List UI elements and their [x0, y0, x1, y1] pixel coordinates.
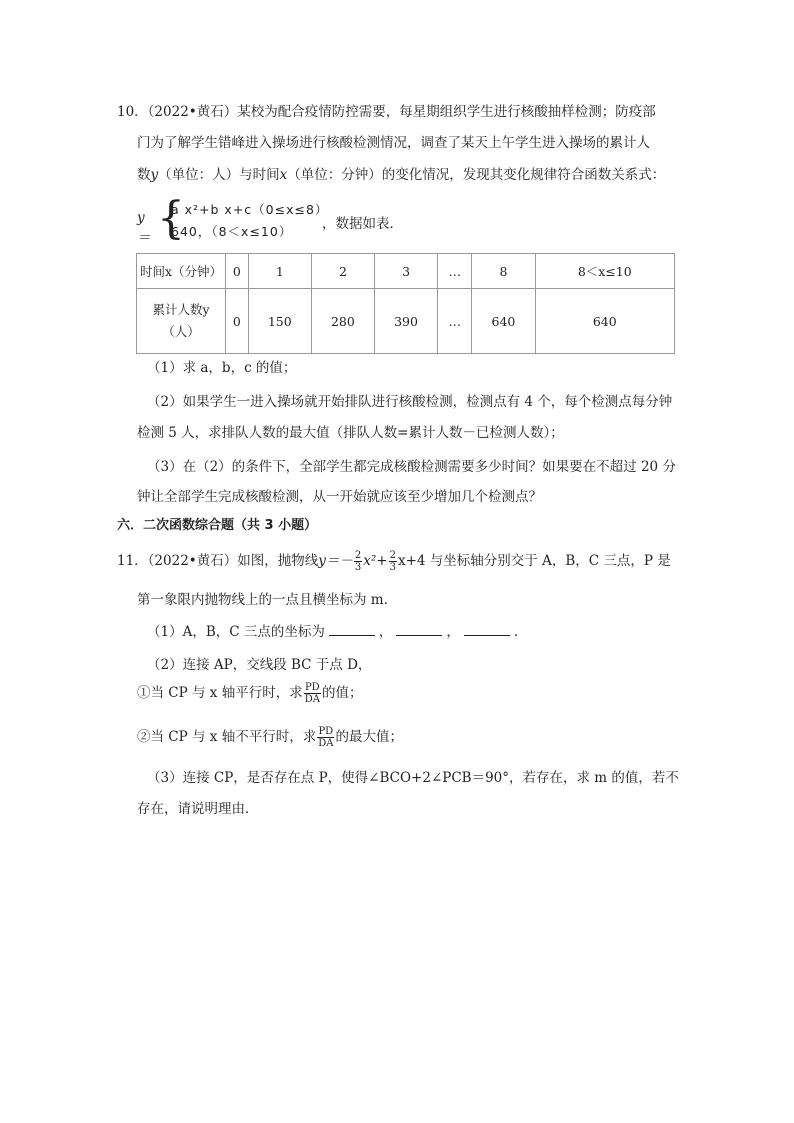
q11-text: x+4 与坐标轴分别交于 A，B，C 三点，P 是 [397, 553, 671, 569]
q11-text: 的值； [321, 685, 363, 701]
q10-var-x: x [279, 167, 288, 183]
q11-text: （1）A，B，C 三点的坐标为 [147, 624, 325, 640]
q10-text: （单位：人）与时间 [158, 167, 280, 183]
table-cell: 0 [226, 289, 249, 354]
fraction [389, 550, 397, 573]
table-header-cell [137, 289, 226, 354]
table-cell: 280 [311, 289, 374, 354]
q10-text: （单位：分钟）的变化情况，发现其变化规律符合函数关系式： [287, 167, 666, 183]
q10-text: 数 [137, 167, 151, 183]
q11-part-1 [147, 622, 527, 642]
table-header-line: （人） [162, 324, 200, 339]
fraction-denominator: DA [318, 738, 334, 749]
q11-sub-1 [137, 681, 362, 705]
table-row [137, 254, 675, 289]
q11-part-3-line-1: （3）连接 CP，是否存在点 P，使得∠BCO+2∠PCB＝90°，若存在，求 m 的值，若不 [147, 770, 679, 786]
q11-part-2: （2）连接 AP，交线段 BC 于点 D， [147, 657, 372, 673]
separator: ， [446, 624, 460, 640]
table-cell: 390 [374, 289, 437, 354]
q10-part-2-line-1: （2）如果学生一进入操场就开始排队进行核酸检测，检测点有 4 个，每个检测点每分钟 [147, 394, 673, 410]
table-cell: 1 [248, 254, 311, 289]
q10-part-3-line-1: （3）在（2）的条件下，全部学生都完成核酸检测需要多少时间？如果要在不超过 20 分 [147, 459, 676, 475]
fraction [354, 550, 362, 573]
table-cell: 8 [472, 254, 535, 289]
q11-part-3-line-2: 存在，请说明理由． [137, 801, 259, 817]
fraction-denominator: 3 [354, 562, 362, 573]
fraction [317, 726, 334, 749]
table-header-line: 累计人数y [152, 302, 210, 317]
brace-icon: { [157, 193, 185, 244]
table-cell: 640 [535, 289, 674, 354]
q10-part-1: （1）求 a，b，c 的值； [147, 360, 297, 376]
fraction-numerator: PD [304, 682, 320, 693]
separator: ， [378, 624, 393, 640]
q10-part-3-line-2: 钟让全部学生完成核酸检测，从一开始就应该至少增加几个检测点？ [137, 489, 542, 505]
fraction-numerator: PD [318, 726, 334, 737]
q11-line-2: 第一象限内抛物线上的一点且横坐标为 m． [137, 592, 398, 608]
table-cell: 0 [226, 254, 249, 289]
q11-line-1 [117, 549, 671, 573]
fraction-numerator: 2 [354, 550, 362, 561]
q10-part-2-line-2: 检测 5 人，求排队人数的最大值（排队人数=累计人数－已检测人数）； [137, 425, 564, 441]
q10-var-y: y [150, 167, 159, 183]
table-row [137, 289, 675, 354]
q11-term: x²+ [363, 553, 388, 569]
answer-blank[interactable] [464, 623, 510, 636]
table-cell: 150 [248, 289, 311, 354]
q10-line-2: 门为了解学生错峰进入操场进行核酸检测情况，调查了某天上午学生进入操场的累计人 [137, 135, 650, 151]
fraction [304, 682, 321, 705]
q11-text: 11．（2022•黄石）如图，抛物线 [117, 553, 319, 569]
separator: ． [513, 624, 528, 640]
table-header-cell: 时间x（分钟） [137, 254, 226, 289]
section-heading: 六．二次函数综合题（共 3 小题） [117, 518, 318, 533]
answer-blank[interactable] [329, 623, 375, 636]
q10-line-1: 10．（2022•黄石）某校为配合疫情防控需要，每星期组织学生进行核酸抽样检测；防疫部 [117, 104, 656, 120]
table-cell: 640 [472, 289, 535, 354]
function-suffix: ，数据如表． [322, 216, 403, 232]
table-cell: 3 [374, 254, 437, 289]
q10-line-3 [137, 165, 665, 185]
data-table [136, 253, 675, 354]
table-cell: 8＜x≤10 [535, 254, 674, 289]
q11-sub-2 [137, 725, 403, 749]
q11-text: ②当 CP 与 x 轴不平行时，求 [137, 729, 317, 745]
table-cell: … [438, 289, 472, 354]
fraction-denominator: DA [304, 694, 320, 705]
table-cell: 2 [311, 254, 374, 289]
table-cell: … [438, 254, 472, 289]
function-lhs: y＝ [137, 210, 151, 246]
fraction-numerator: 2 [389, 550, 396, 561]
answer-blank[interactable] [396, 623, 442, 636]
function-case-2: 640，（8＜x≤10） [171, 224, 293, 239]
q11-text: 的最大值； [335, 729, 403, 745]
q11-func-lhs: y＝－ [318, 553, 353, 569]
fraction-denominator: 3 [389, 562, 396, 573]
function-case-1: a x²+b x+c（0≤x≤8） [171, 202, 329, 217]
q11-text: ①当 CP 与 x 轴平行时，求 [137, 685, 303, 701]
